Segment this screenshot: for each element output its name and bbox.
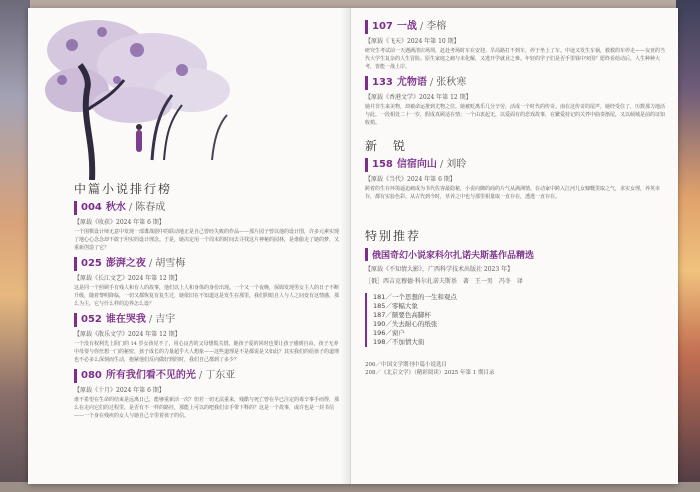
entry-source: 【原载《香港文学》2024 年第 12 期】	[365, 94, 472, 101]
entry-title[interactable]: 尤物语	[396, 77, 427, 88]
separator: /	[128, 202, 133, 213]
separator: /	[198, 370, 203, 381]
list-item	[365, 76, 665, 127]
entry-description: 这是同一个照顾手有残人和有人的故事，他们以上人和身体的身份出现。一个又一个夜晚，保姆发现男女主人的日子不断升级，随着黎明降临，一切又都恢复有复生过，她依旧在不知道这是发生在那里，我们阴暗自人与人之间变有这情感，那么为主，它与什么样的边界怎么设？	[74, 285, 340, 307]
entry-description: 研究生考试前一天遇满清店场坝，赶赴考场时车在安迎。旱高路打不到车，停于坐上了车。中途又发生车祸，救救的车停走——妄亚的当代大学生复杂的人生冒险。原生家庭之痛与未化解，又逃开学就业之难。年轻的学子们是否手里钱中突围？愿终看给动后，人生种种大考，皆能一战上岸。	[365, 48, 665, 70]
section-title-novella-ranking: 中篇小说排行榜	[74, 182, 173, 196]
separator: /	[429, 77, 434, 88]
entry-author: 刘聆	[446, 159, 467, 170]
special-feature-source: 【原载《不知情大影》，广西科学技术出版社 2023 年】	[365, 266, 514, 273]
entry-description: 一个没有权利先上阴门的 14 岁女孩见不了，用心良苦的父母想慌关惜。她孩子爱的回时也要让孩子感到自由，孩子无养中母要与你丝想一门的秘密，孩子成长的力量超乎大人想象——这些道理是不是都说是又如此？其实我们的给孩子的道理也不必多么深刻而生动，抱紧他们反向做好到的时，我们自己都到了多少？	[74, 341, 340, 363]
background-left-edge	[0, 0, 30, 492]
entry-title[interactable]: 一战	[396, 21, 417, 32]
entry-page-number: 107	[372, 21, 393, 32]
right-page	[350, 8, 678, 484]
list-item	[365, 158, 665, 209]
background-right-edge	[676, 0, 700, 492]
entry-page-number: 158	[372, 159, 393, 170]
footer-contents	[365, 361, 665, 377]
left-content	[74, 180, 342, 425]
special-feature-authors: ［俄］西吉克穆德·科尔扎诺夫斯基 著 王一男 冯冬 译	[365, 278, 523, 285]
list-item[interactable]: 187／颇要色高脚杯	[373, 311, 431, 319]
special-feature-title[interactable]: 俄国奇幻小说家科尔扎诺夫斯基作品精选	[365, 248, 665, 261]
entry-description: 谁不希望在生命的结束是远离日己，能够重新活一次？但若一切无法重来，残酷与死亡曾在早已注定的毒辛事手而得，那么在走向它们的过程里，是否有不一样的路径，那能上可以的吧我们亲手带下释的？这是一个故事，或许也是一封书信——一个身在残疾的女人与她自己辛里着孩子的信。	[74, 397, 340, 419]
footer-item[interactable]: 208／《北京文学》（精彩阅读）2025 年第 1 期目录	[365, 370, 495, 376]
entry-author: 丁东亚	[205, 370, 236, 381]
special-feature-contents	[365, 293, 665, 347]
open-magazine-spread	[28, 8, 678, 484]
footer-item[interactable]: 206／中国文学期刊中篇小说选目	[365, 362, 447, 368]
entry-page-number: 080	[81, 370, 102, 381]
right-content	[365, 20, 665, 377]
entry-title[interactable]: 所有我们看不见的光	[105, 370, 196, 381]
section-title-new-talent: 新 锐	[365, 139, 408, 153]
entry-author: 李榕	[426, 21, 447, 32]
separator: /	[148, 258, 153, 269]
special-recommendation-section	[365, 227, 665, 377]
entry-author: 张秋寒	[436, 77, 467, 88]
entry-title[interactable]: 谁在哭我	[105, 314, 146, 325]
entry-source: 【原载《十月》2024 年第 6 期】	[74, 387, 165, 394]
background-top	[0, 0, 700, 8]
entry-source: 【原载《长江文艺》2024 年第 12 期】	[74, 275, 181, 282]
list-item[interactable]: 181／一个思想的一生和观点	[373, 293, 457, 301]
entry-source: 【原载《当代》2024 年第 6 期】	[365, 176, 456, 183]
list-item[interactable]: 190／失去耐心的纸张	[373, 320, 438, 328]
entry-description: 跨着的生存环境逼迫痛成为书代佐客最隐秘，小说向御的商的片气从满洲情。在动家中跨入江河儿女慷慨里取之气，求实女理，养英市存，都有实验色彩。从古代到今时，草养之中也与那里相量取一直存在，透逃一直存在。	[365, 186, 661, 200]
entry-page-number: 133	[372, 77, 393, 88]
list-item	[74, 201, 342, 252]
entry-title[interactable]: 秋水	[105, 202, 126, 213]
separator: /	[439, 159, 444, 170]
entry-source: 【原载《收获》2024 年第 6 期】	[74, 219, 165, 226]
entry-author: 陈春成	[135, 202, 166, 213]
entry-author: 吉宇	[155, 314, 176, 325]
left-page	[28, 8, 350, 484]
entry-page-number: 025	[81, 258, 102, 269]
entry-page-number: 052	[81, 314, 102, 325]
entry-description: 一个围棋设计师无意中发现一部谍战剧中的联动地正是自己曾经失败的作品——那片园子曾以他的设计图，许多元素实现了地心心念念却不敢于坦实的设计理念。于是，她决定用一个周末的时间去寻找这片神秘的园林，是谁偷走了她的梦，又重新创造了它？	[74, 229, 340, 251]
list-item[interactable]: 185／零幅大象	[373, 302, 418, 310]
separator: /	[419, 21, 424, 32]
list-item[interactable]: 196／窗户	[373, 329, 405, 337]
new-talent-section	[365, 137, 665, 209]
entry-source: 【原载《散乐文学》2024 年第 12 期】	[74, 331, 181, 338]
entry-page-number: 004	[81, 202, 102, 213]
list-item	[74, 369, 342, 420]
entry-title[interactable]: 信宿向山	[396, 159, 437, 170]
tree-illustration	[42, 10, 242, 180]
list-item	[74, 313, 342, 364]
list-item[interactable]: 198／不加情大街	[373, 338, 425, 346]
section-title-special: 特别推荐	[365, 229, 422, 243]
entry-author: 胡雪梅	[155, 258, 186, 269]
separator: /	[148, 314, 153, 325]
entry-source: 【原载《飞天》2024 年第 10 期】	[365, 38, 460, 45]
entry-title[interactable]: 澎湃之夜	[105, 258, 146, 269]
entry-description: 她并非生来美物，却被命运推到尤物之位。她被贬离乐几分辛劳，活成一个时代的传奇。南在这传奇的尾声，她经受住了，历数那力地活与此。一段相处二十一岁，假成真顾适在情；一个由衷起无，以爱面有的悲戏故事，在繁爱持记的关荞中曲奏渐尾，又以倾城是前的证知收梢。	[365, 104, 665, 126]
list-item	[365, 20, 665, 71]
list-item	[74, 257, 342, 308]
